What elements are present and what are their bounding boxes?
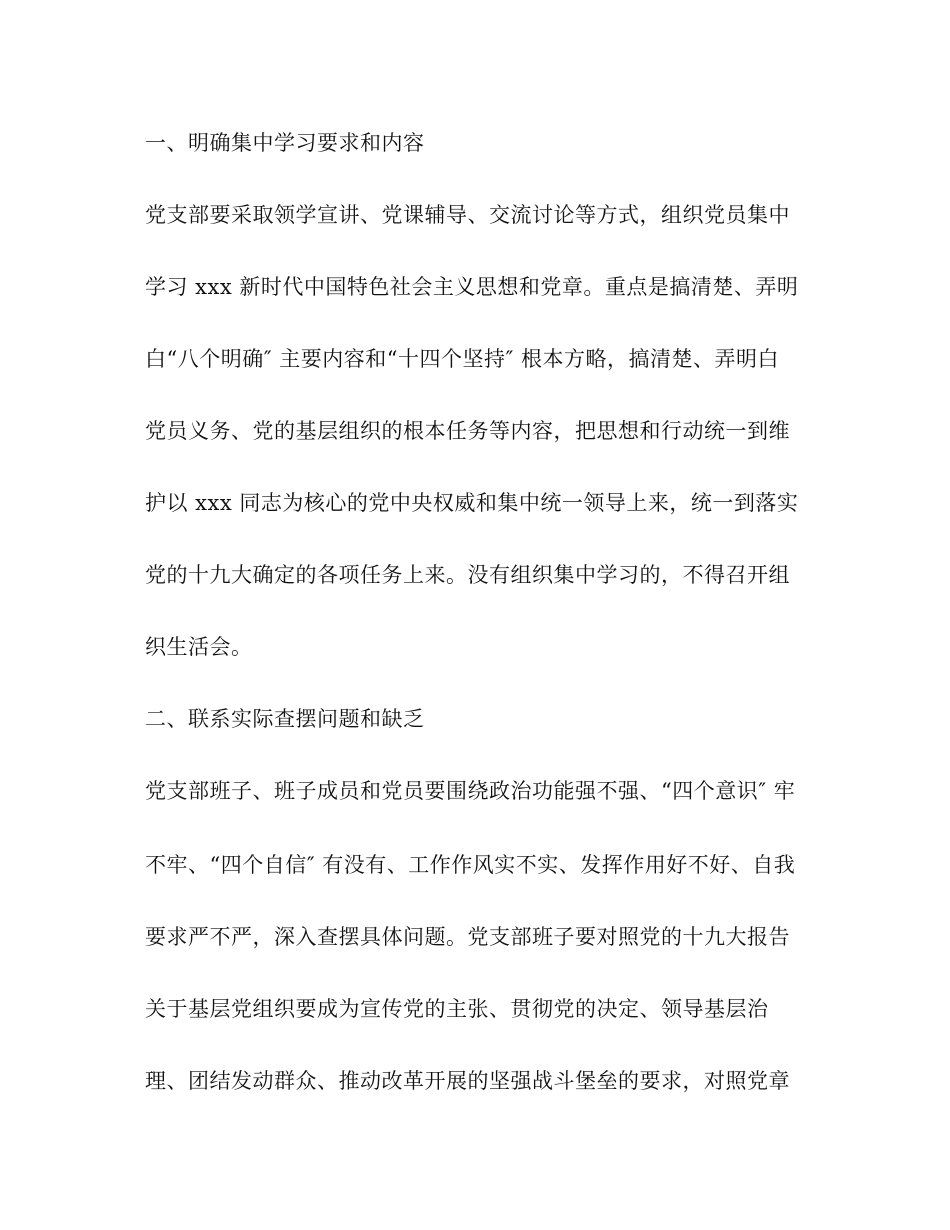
paragraph-line: 护以 xxx 同志为核心的党中央权威和集中统一领导上来，统一到落实 <box>145 491 799 515</box>
paragraph-line: 白“八个明确″ 主要内容和“十四个坚持″ 根本方略，搞清楚、弄明白 <box>145 347 780 371</box>
paragraph-line: 要求严不严，深入查摆具体问题。党支部班子要对照党的十九大报告 <box>145 925 790 949</box>
paragraph-line: 党支部班子、班子成员和党员要围绕政治功能强不强、“四个意识″ 牢 <box>145 779 796 803</box>
paragraph-line: 关于基层党组织要成为宣传党的主张、贯彻党的决定、领导基层治 <box>145 997 769 1021</box>
paragraph-line: 学习 xxx 新时代中国特色社会主义思想和党章。重点是搞清楚、弄明 <box>145 275 799 299</box>
paragraph-line: 党员义务、党的基层组织的根本任务等内容，把思想和行动统一到维 <box>145 419 790 443</box>
paragraph-line: 不牢、“四个自信″ 有没有、工作作风实不实、发挥作用好不好、自我 <box>145 853 796 877</box>
paragraph-line: 理、团结发动群众、推动改革开展的坚强战斗堡垒的要求，对照党章 <box>145 1069 790 1093</box>
section-heading-1: 一、明确集中学习要求和内容 <box>145 131 425 155</box>
paragraph-line: 织生活会。 <box>145 635 253 659</box>
section-heading-2: 二、联系实际查摆问题和缺乏 <box>145 707 425 731</box>
paragraph-line: 党的十九大确定的各项任务上来。没有组织集中学习的，不得召开组 <box>145 563 790 587</box>
paragraph-line: 党支部要采取领学宣讲、党课辅导、交流讨论等方式，组织党员集中 <box>145 203 790 227</box>
